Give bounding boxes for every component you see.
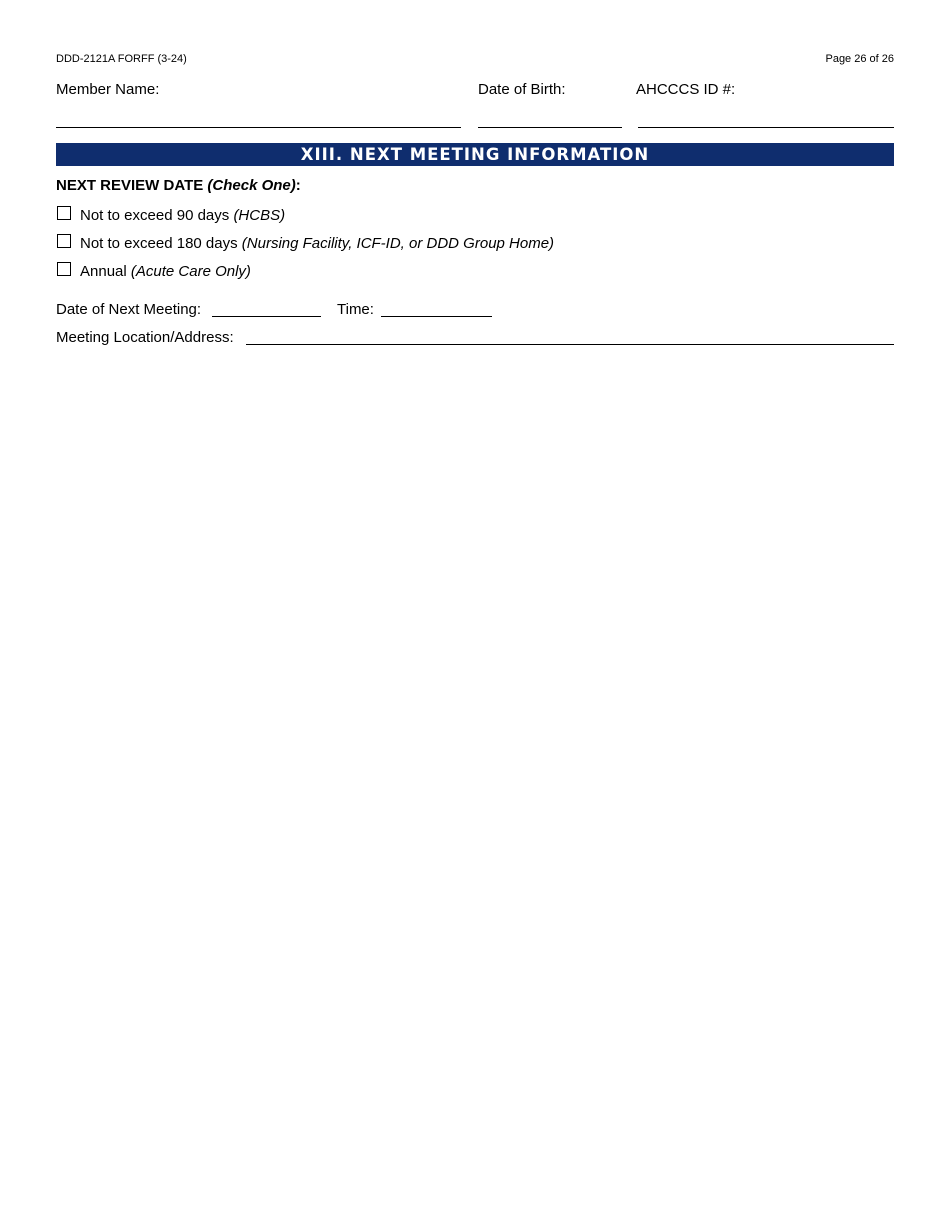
member-name-label: Member Name: (56, 81, 160, 98)
date-of-birth-label: Date of Birth: (478, 81, 566, 98)
page-number: Page 26 of 26 (825, 53, 894, 65)
member-name-field[interactable] (56, 127, 461, 128)
option-annual-checkbox[interactable] (57, 262, 71, 276)
time-field[interactable] (381, 316, 492, 317)
option-90-days-note: (HCBS) (233, 207, 286, 224)
time-label: Time: (337, 301, 374, 318)
ahcccs-id-field[interactable] (638, 127, 894, 128)
date-of-birth-field[interactable] (478, 127, 622, 128)
option-90-days (80, 207, 285, 224)
section-title: XIII. NEXT MEETING INFORMATION (56, 143, 894, 166)
meeting-location-label: Meeting Location/Address: (56, 329, 234, 346)
date-next-meeting-label: Date of Next Meeting: (56, 301, 202, 318)
option-annual (80, 263, 251, 280)
date-next-meeting-field[interactable] (212, 316, 321, 317)
option-180-days-checkbox[interactable] (57, 234, 71, 248)
option-180-days-note: (Nursing Facility, ICF-ID, or DDD Group Home) (241, 235, 555, 252)
option-180-days (80, 235, 554, 252)
next-review-heading-note: (Check One) (207, 177, 296, 194)
option-90-days-checkbox[interactable] (57, 206, 71, 220)
next-review-heading-text: NEXT REVIEW DATE (56, 177, 204, 194)
option-annual-label: Annual (80, 263, 127, 280)
option-180-days-label: Not to exceed 180 days (80, 235, 238, 252)
next-review-heading (56, 177, 301, 194)
form-id: DDD-2121A FORFF (3-24) (56, 53, 187, 65)
next-review-heading-colon: : (295, 177, 301, 194)
option-90-days-label: Not to exceed 90 days (80, 207, 230, 224)
option-annual-note: (Acute Care Only) (130, 263, 251, 280)
ahcccs-id-label: AHCCCS ID #: (636, 81, 736, 98)
meeting-location-field[interactable] (246, 344, 894, 345)
